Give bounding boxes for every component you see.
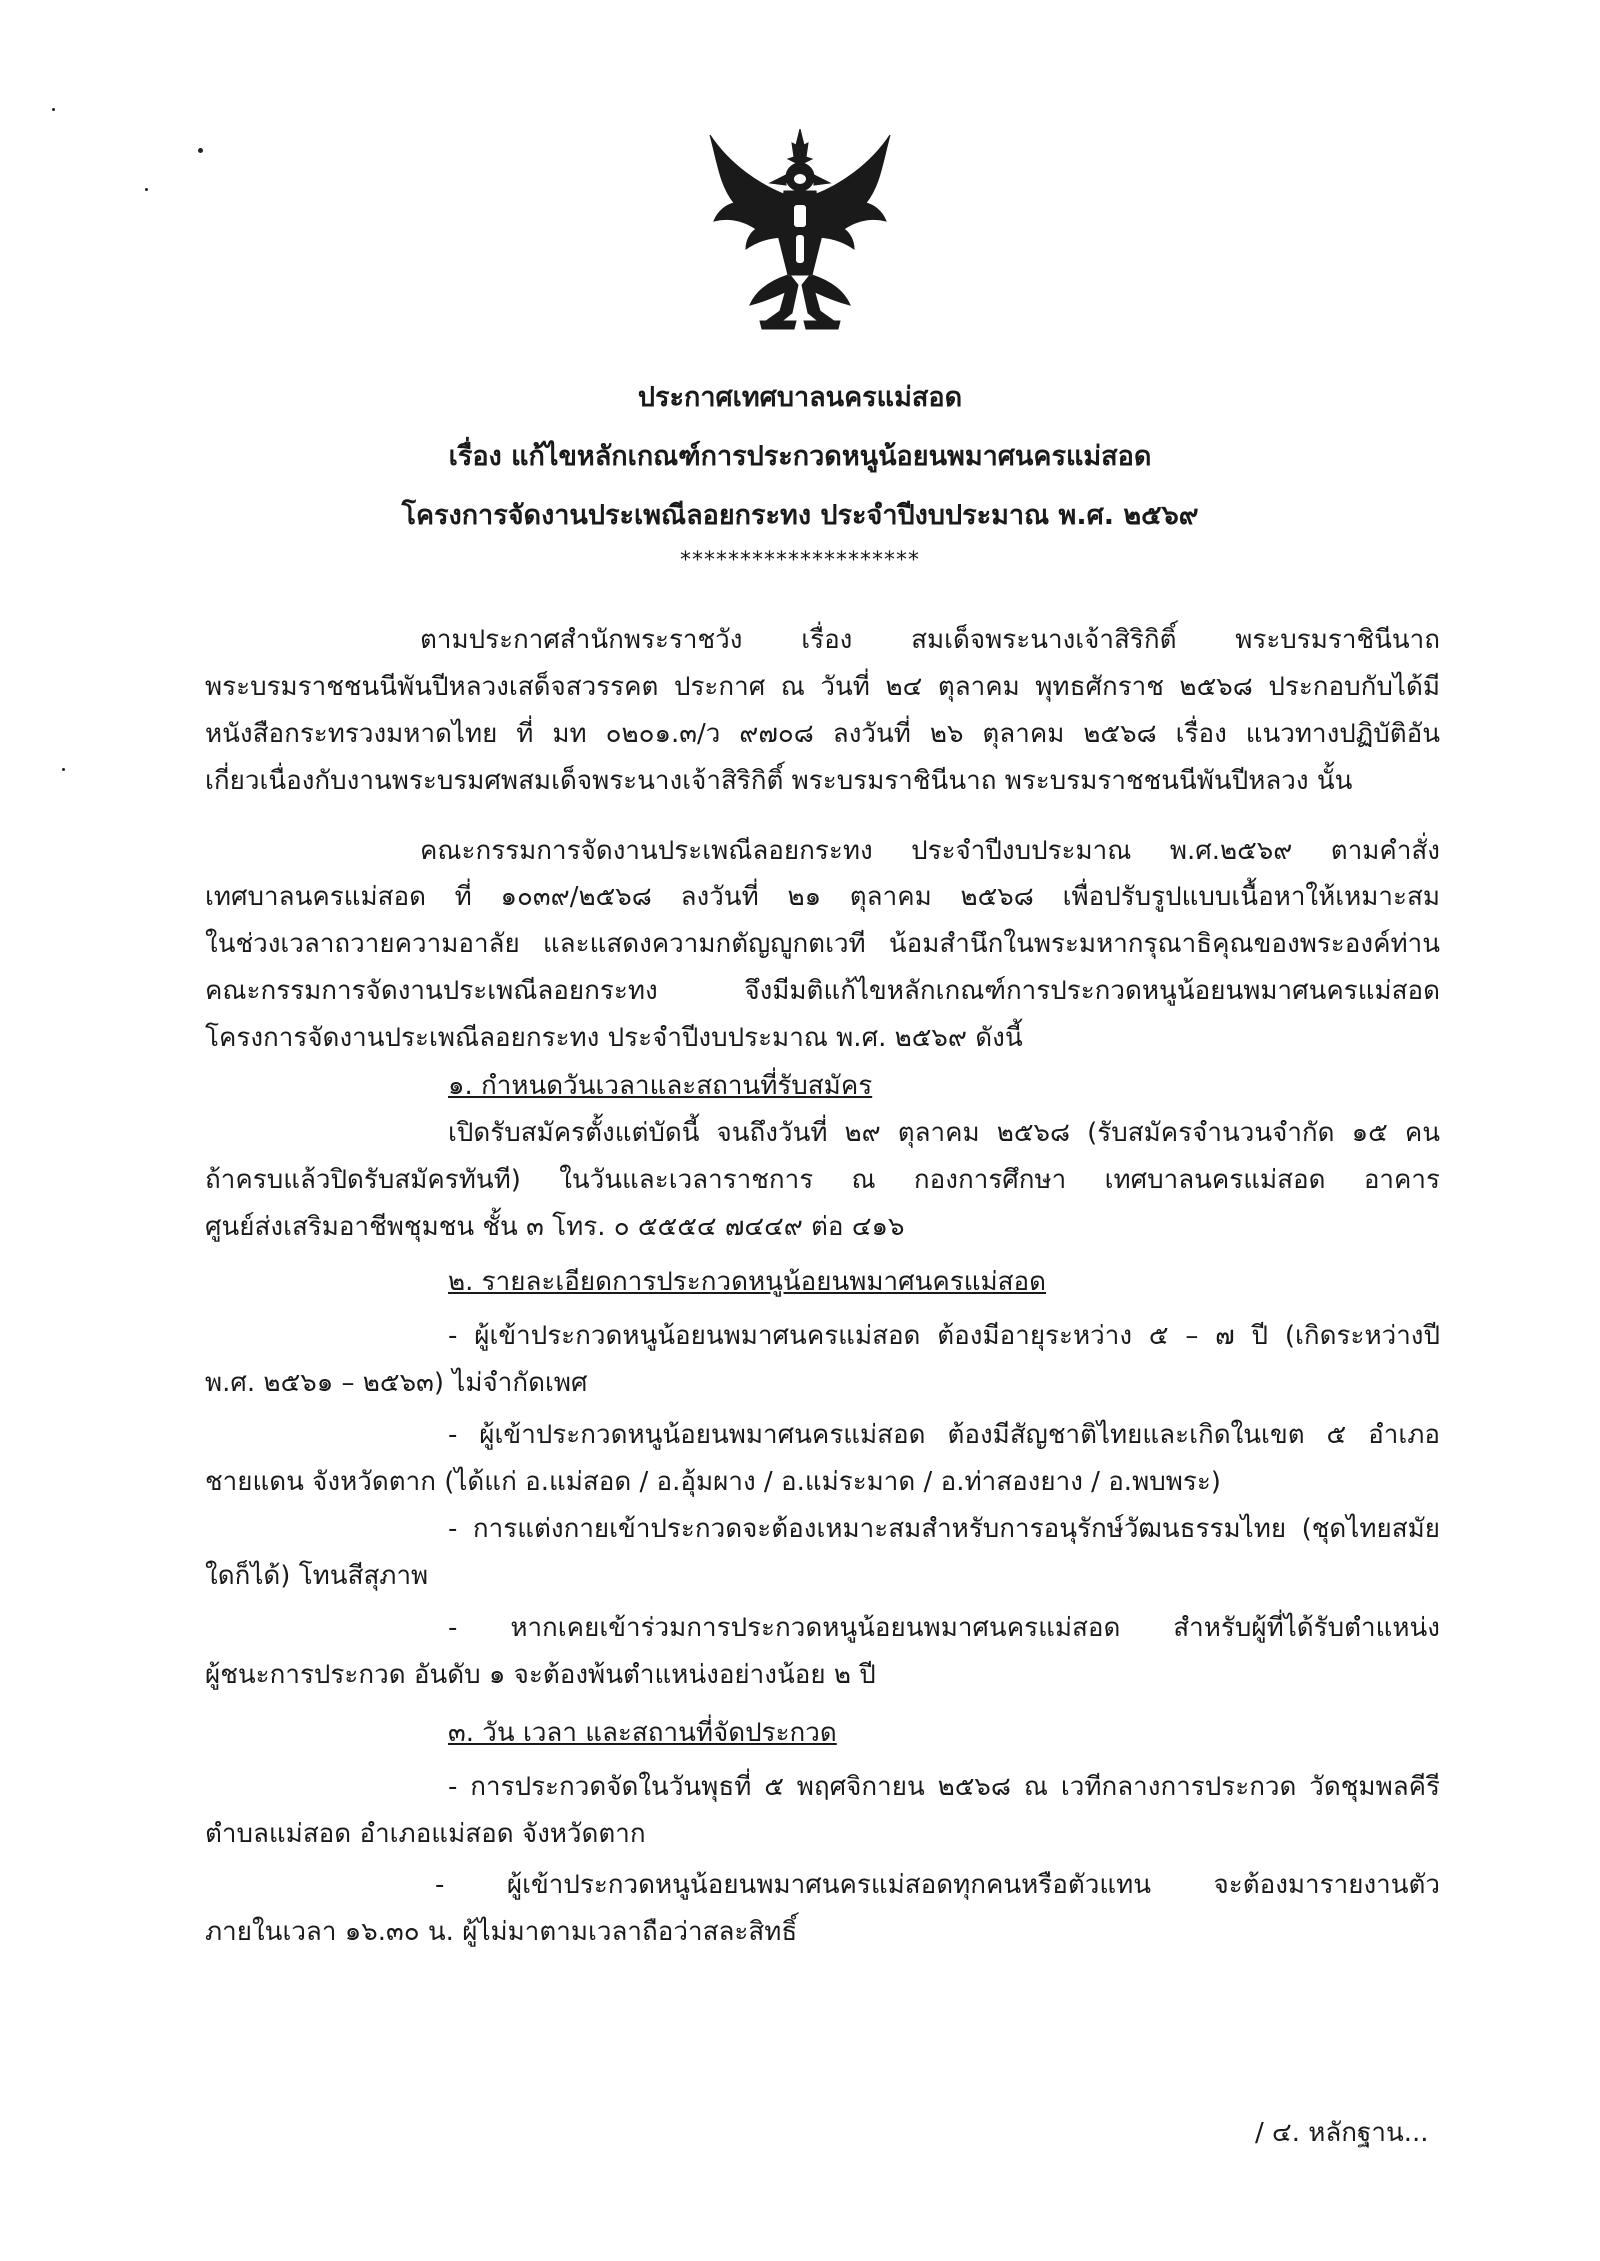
section3-item-line: ตำบลแม่สอด อำเภอแม่สอด จังหวัดตาก — [205, 1819, 646, 1849]
section2-item-line: ผู้ชนะการประกวด อันดับ ๑ จะต้องพ้นตำแหน่งอย่างน้อย ๒ ปี — [205, 1660, 876, 1690]
scan-speck — [52, 108, 55, 111]
announcement-subject: เรื่อง แก้ไขหลักเกณฑ์การประกวดหนูน้อยนพมาศนครแม่สอด — [448, 441, 1152, 472]
section2-title: ๒. รายละเอียดการประกวดหนูน้อยนพมาศนครแม่สอด — [448, 1267, 1047, 1297]
page-continuation: / ๔. หลักฐาน... — [1255, 2118, 1429, 2148]
para2-line: โครงการจัดงานประเพณีลอยกระทง ประจำปีงบประมาณ พ.ศ. ๒๕๖๙ ดังนี้ — [205, 1023, 1023, 1053]
section2-item-line: - ผู้เข้าประกวดหนูน้อยนพมาศนครแม่สอด ต้องมีอายุระหว่าง ๕ – ๗ ปี (เกิดระหว่างปี — [448, 1321, 1440, 1351]
section2-item-line: - ผู้เข้าประกวดหนูน้อยนพมาศนครแม่สอด ต้องมีสัญชาติไทยและเกิดในเขต ๕ อำเภอ — [448, 1420, 1440, 1450]
section2-item-line: - การแต่งกายเข้าประกวดจะต้องเหมาะสมสำหรับการอนุรักษ์วัฒนธรรมไทย (ชุดไทยสมัย — [448, 1514, 1440, 1544]
para2-line: คณะกรรมการจัดงานประเพณีลอยกระทง จึงมีมติแก้ไขหลักเกณฑ์การประกวดหนูน้อยนพมาศนครแม่สอด — [205, 976, 1440, 1006]
para1-line: พระบรมราชชนนีพันปีหลวงเสด็จสวรรคต ประกาศ ณ วันที่ ๒๔ ตุลาคม พุทธศักราช ๒๕๖๘ ประกอบกับได้มี — [205, 672, 1440, 702]
section1-title: ๑. กำหนดวันเวลาและสถานที่รับสมัคร — [448, 1071, 873, 1101]
section2-item-line: ชายแดน จังหวัดตาก (ได้แก่ อ.แม่สอด / อ.อุ้มผาง / อ.แม่ระมาด / อ.ท่าสองยาง / อ.พบพระ) — [205, 1467, 1221, 1497]
section2-item-line: - หากเคยเข้าร่วมการประกวดหนูน้อยนพมาศนครแม่สอด สำหรับผู้ที่ได้รับตำแหน่ง — [448, 1613, 1440, 1643]
scan-speck — [62, 768, 65, 771]
para1-line: หนังสือกระทรวงมหาดไทย ที่ มท ๐๒๐๑.๓/ว ๙๗๐๘ ลงวันที่ ๒๖ ตุลาคม ๒๕๖๘ เรื่อง แนวทางปฏิบัติอัน — [205, 719, 1440, 749]
para2-line: คณะกรรมการจัดงานประเพณีลอยกระทง ประจำปีงบประมาณ พ.ศ.๒๕๖๙ ตามคำสั่ง — [420, 836, 1440, 866]
section1-line: ถ้าครบแล้วปิดรับสมัครทันที) ในวันและเวลาราชการ ณ กองการศึกษา เทศบาลนครแม่สอด อาคาร — [205, 1165, 1440, 1195]
section3-item-line: - ผู้เข้าประกวดหนูน้อยนพมาศนครแม่สอดทุกคนหรือตัวแทน จะต้องมารายงานตัว — [435, 1870, 1440, 1900]
para1-line: เกี่ยวเนื่องกับงานพระบรมศพสมเด็จพระนางเจ้าสิริกิติ์ พระบรมราชินีนาถ พระบรมราชชนนีพันปีหลวง นั้น — [205, 766, 1353, 796]
announcement-issuer: ประกาศเทศบาลนครแม่สอด — [637, 382, 963, 413]
section3-title: ๓. วัน เวลา และสถานที่จัดประกวด — [448, 1718, 837, 1748]
section1-line: เปิดรับสมัครตั้งแต่บัดนี้ จนถึงวันที่ ๒๙ ตุลาคม ๒๕๖๘ (รับสมัครจำนวนจำกัด ๑๕ คน — [448, 1118, 1440, 1148]
garuda-emblem-icon — [700, 125, 900, 335]
section2-item-line: ใดก็ได้) โทนสีสุภาพ — [205, 1561, 429, 1591]
section3-item-line: ภายในเวลา ๑๖.๓๐ น. ผู้ไม่มาตามเวลาถือว่าสละสิทธิ์ — [205, 1917, 798, 1947]
para2-line: เทศบาลนครแม่สอด ที่ ๑๐๓๙/๒๕๖๘ ลงวันที่ ๒๑ ตุลาคม ๒๕๖๘ เพื่อปรับรูปแบบเนื้อหาให้เหมาะสม — [205, 882, 1440, 912]
header-divider: ******************** — [680, 548, 920, 573]
section1-line: ศูนย์ส่งเสริมอาชีพชุมชน ชั้น ๓ โทร. ๐ ๕๕๕๔ ๗๔๔๙ ต่อ ๔๑๖ — [205, 1212, 905, 1242]
scan-speck — [145, 188, 148, 191]
section3-item-line: - การประกวดจัดในวันพุธที่ ๕ พฤศจิกายน ๒๕๖๘ ณ เวทีกลางการประกวด วัดชุมพลคีรี — [448, 1772, 1440, 1802]
announcement-project: โครงการจัดงานประเพณีลอยกระทง ประจำปีงบประมาณ พ.ศ. ๒๕๖๙ — [401, 500, 1199, 531]
scan-speck — [198, 148, 203, 153]
para1-line: ตามประกาศสำนักพระราชวัง เรื่อง สมเด็จพระนางเจ้าสิริกิติ์ พระบรมราชินีนาถ — [420, 625, 1440, 655]
section2-item-line: พ.ศ. ๒๕๖๑ – ๒๕๖๓) ไม่จำกัดเพศ — [205, 1368, 588, 1398]
para2-line: ในช่วงเวลาถวายความอาลัย และแสดงความกตัญญูกตเวที น้อมสำนึกในพระมหากรุณาธิคุณของพระองค์ท่าน — [205, 929, 1440, 959]
